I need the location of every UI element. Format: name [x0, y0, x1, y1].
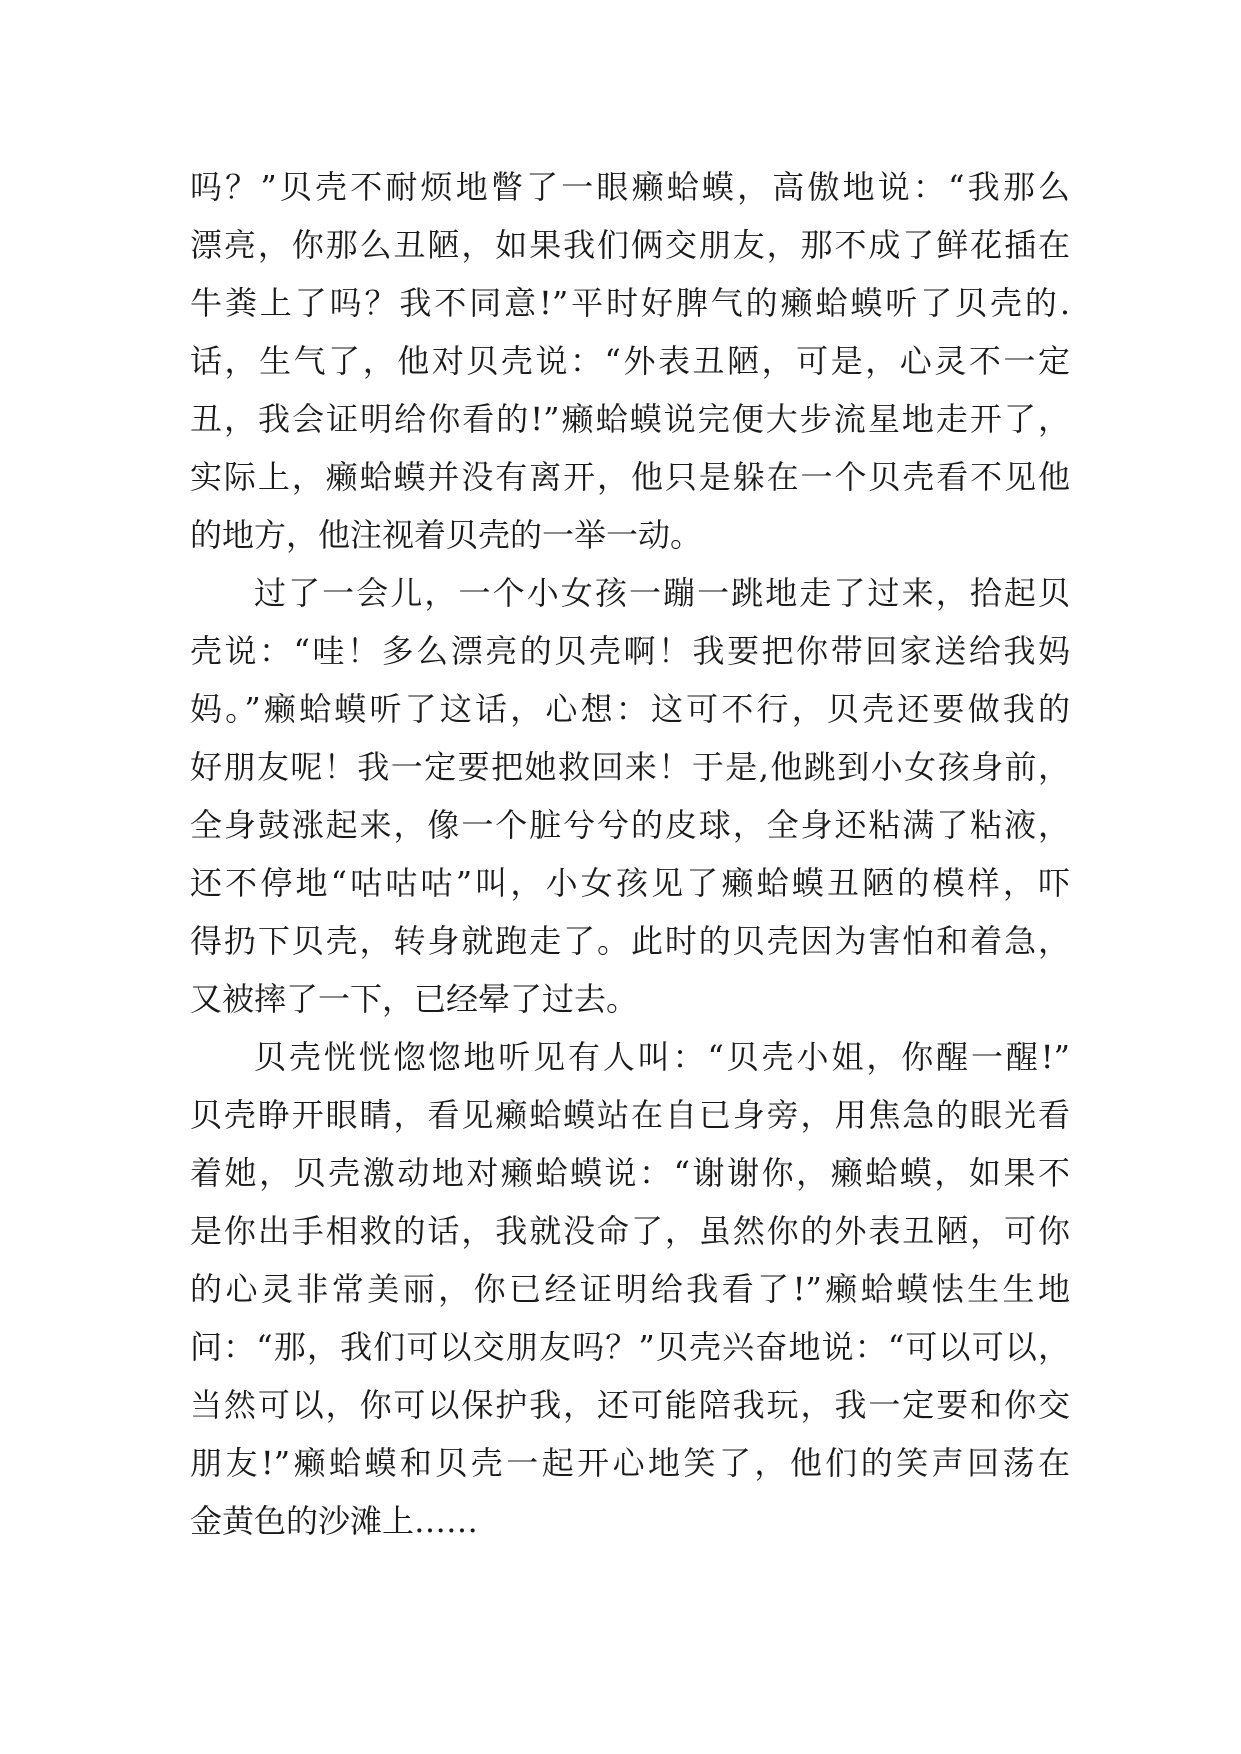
text-line: 过了一会儿，一个小女孩一蹦一跳地走了过来，拾起贝: [254, 574, 1070, 612]
text-line: 当然可以，你可以保护我，还可能陪我玩，我一定要和你交: [190, 1386, 1070, 1424]
paragraph-3: [190, 1028, 1070, 1550]
document-page: [190, 158, 1070, 1550]
text-line: 朋友!”癞蛤蟆和贝壳一起开心地笑了，他们的笑声回荡在: [190, 1444, 1070, 1482]
text-line: 话，生气了，他对贝壳说：“外表丑陋，可是，心灵不一定: [190, 342, 1070, 380]
text-line: 问：“那，我们可以交朋友吗？”贝壳兴奋地说：“可以可以，: [190, 1328, 1070, 1366]
text-line: 是你出手相救的话，我就没命了，虽然你的外表丑陋，可你: [190, 1212, 1070, 1250]
text-line: 得扔下贝壳，转身就跑走了。此时的贝壳因为害怕和着急，: [190, 922, 1070, 960]
text-line: 金黄色的沙滩上……: [190, 1502, 479, 1540]
text-line: 的地方，他注视着贝壳的一举一动。: [190, 516, 703, 554]
text-line: 壳说：“哇！多么漂亮的贝壳啊！我要把你带回家送给我妈: [190, 632, 1070, 670]
text-line: 贝壳睁开眼睛，看见癞蛤蟆站在自已身旁，用焦急的眼光看: [190, 1096, 1070, 1134]
text-line: 吗？”贝壳不耐烦地瞥了一眼癞蛤蟆，高傲地说：“我那么: [190, 168, 1070, 206]
text-line: 丑，我会证明给你看的!”癞蛤蟆说完便大步流星地走开了，: [190, 400, 1070, 438]
text-line: 好朋友呢！我一定要把她救回来！于是,他跳到小女孩身前，: [190, 748, 1070, 786]
text-line: 全身鼓涨起来，像一个脏兮兮的皮球，全身还粘满了粘液，: [190, 806, 1070, 844]
text-line: 的心灵非常美丽，你已经证明给我看了!”癞蛤蟆怯生生地: [190, 1270, 1070, 1308]
text-line: 着她，贝壳激动地对癞蛤蟆说：“谢谢你，癞蛤蟆，如果不: [190, 1154, 1070, 1192]
text-line: 漂亮，你那么丑陋，如果我们俩交朋友，那不成了鲜花插在: [190, 226, 1070, 264]
paragraph-1: [190, 158, 1070, 564]
text-line: 牛粪上了吗？我不同意!”平时好脾气的癞蛤蟆听了贝壳的.: [190, 284, 1070, 322]
text-line: 妈。”癞蛤蟆听了这话，心想：这可不行，贝壳还要做我的: [190, 690, 1070, 728]
text-line: 实际上，癞蛤蟆并没有离开，他只是躲在一个贝壳看不见他: [190, 458, 1070, 496]
text-line: 贝壳恍恍惚惚地听见有人叫：“贝壳小姐，你醒一醒!”: [254, 1038, 1070, 1076]
text-line: 还不停地“咕咕咕”叫，小女孩见了癞蛤蟆丑陋的模样，吓: [190, 864, 1070, 902]
text-line: 又被摔了一下，已经晕了过去。: [190, 980, 639, 1018]
paragraph-2: [190, 564, 1070, 1028]
